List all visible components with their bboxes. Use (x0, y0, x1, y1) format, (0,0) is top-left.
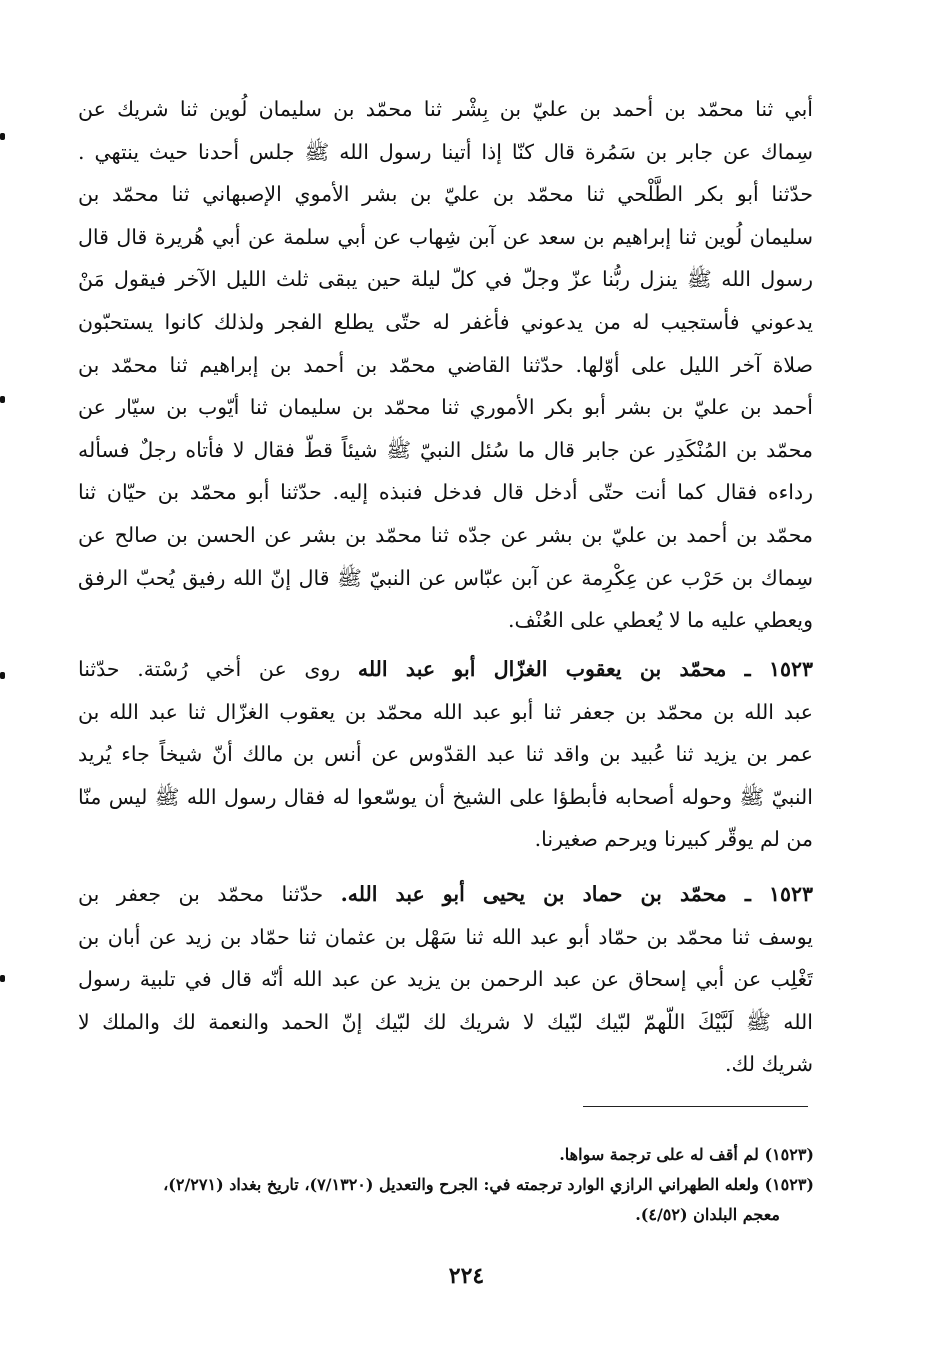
entry-first-line (78, 873, 813, 916)
scan-edge-mark (0, 133, 5, 140)
text-line: من لم يوقّر كبيرنا ويرحم صغيرنا. (534, 827, 813, 852)
text-line: الله ﷺ لَبَّيْكَ اللّهمّ لبّيك لبّيك لا شريك لك لبّيك إنّ الحمد والنعمة لك والملك لا (78, 1009, 813, 1034)
entry-heading: ١٥٢٣ ـ محمّد بن يعقوب الغزّال أبو عبد الله (357, 657, 813, 681)
footnote: (١٥٢٣) ولعله الطهراني الرازي الوارد ترجمته في: الجرح والتعديل (٧/١٣٢٠)، تاريخ بغداد (٢/٢٧١)، (163, 1175, 814, 1194)
text-line: رسول الله ﷺ ينزل ربُّنا عزّ وجلّ في كلّ ليلة حين يبقى ثلث الليل الآخر فيقول مَنْ (78, 267, 813, 292)
text-line: شريك لك. (724, 1052, 813, 1077)
text-line: محمّد بن أحمد بن عليّ بن بشر عن جدّه ثنا محمّد بن بشر عن الحسن بن صالح عن (78, 522, 813, 547)
footnote-continuation: معجم البلدان (٤/٥٢). (635, 1205, 780, 1224)
text-line: أبي ثنا محمّد بن أحمد بن عليّ بن بِشْر ثنا محمّد بن سليمان لُوين ثنا شريك عن (78, 97, 813, 121)
text-line: سِماك عن جابر بن سَمُرة قال كنّا إذا أتينا رسول الله ﷺ جلس أحدنا حيث ينتهي . (78, 139, 813, 164)
text-line: أحمد بن عليّ بن بشر أبو بكر الأموري ثنا محمّد بن سليمان ثنا أيّوب بن سيّار عن (78, 395, 813, 420)
text-line: ويعطي عليه ما لا يُعطي على العُنْف. (508, 608, 813, 633)
entry-heading-rest: حدّثنا محمّد بن جعفر بن (78, 882, 341, 906)
footnote-divider (583, 1106, 808, 1107)
entry-first-line (78, 648, 813, 691)
scan-edge-mark (0, 975, 5, 982)
text-line: يدعوني فأستجيب له من يدعوني فأغفر له حتّى يطلع الفجر ولذلك كانوا يستحبّون (78, 309, 813, 334)
text-line: النبيّ ﷺ وحوله أصحابه فأبطؤا على الشيخ أن يوسّعوا له فقال رسول الله ﷺ ليس منّا (78, 784, 813, 809)
biography-entry (78, 873, 813, 1086)
text-line: صلاة آخر الليل على أوّلها. حدّثنا القاضي محمّد بن أحمد بن إبراهيم ثنا محمّد بن (78, 352, 813, 377)
scan-edge-mark (0, 672, 5, 679)
text-line: رداءه فقال كما أنت حتّى أدخل قال فدخل فنبذه إليه. حدّثنا أبو محمّد بن حيّان ثنا (78, 480, 813, 505)
scan-edge-mark (0, 396, 5, 403)
text-line: عمر بن يزيد ثنا عُبيد بن واقد ثنا عبد القدّوس عن أنس بن مالك أنّ شيخاً جاء يُريد (78, 742, 813, 767)
footnote: (١٥٢٣) لم أقف له على ترجمة سواها. (559, 1145, 814, 1164)
biography-entry (78, 648, 813, 861)
footnotes (70, 1140, 814, 1230)
entry-heading-rest: روى عن أخي رُسْتة. حدّثنا (78, 657, 358, 681)
text-line: سليمان لُوين ثنا إبراهيم بن سعد عن آبن شِهاب عن أبي سلمة عن أبي هُريرة قال قال (78, 224, 813, 249)
text-line: محمّد بن المُنْكَدِر عن جابر قال ما سُئل النبيّ ﷺ شيئاً قطّ فقال لا فأتاه رجلٌ فسأله (78, 437, 813, 462)
page-number: ٢٢٤ (448, 1263, 485, 1289)
main-paragraph (78, 88, 813, 642)
text-line: حدّثنا أبو بكر الطَّلْحي ثنا محمّد بن عليّ بن بشر الأموي الإصبهاني ثنا محمّد بن (78, 182, 813, 207)
entry-heading: ١٥٢٣ ـ محمّد بن حماد بن يحيى أبو عبد الله. (340, 882, 813, 906)
text-line: تَغْلِب عن أبي إسحاق عن عبد الرحمن بن يزيد عن عبد الله أنّه قال في تلبية رسول (78, 967, 813, 992)
text-line: يوسف ثنا محمّد بن حمّاد أبو عبد الله ثنا سَهْل بن عثمان ثنا حمّاد بن زيد عن أبان بن (78, 924, 813, 949)
text-line: عبد الله بن محمّد بن جعفر ثنا أبو عبد الله محمّد بن يعقوب الغزّال ثنا عبد الله بن (78, 699, 813, 724)
text-line: سِماك بن حَرْب عن عِكْرِمة عن آبن عبّاس عن النبيّ ﷺ قال إنّ الله رفيق يُحبّ الرفق (78, 565, 813, 590)
